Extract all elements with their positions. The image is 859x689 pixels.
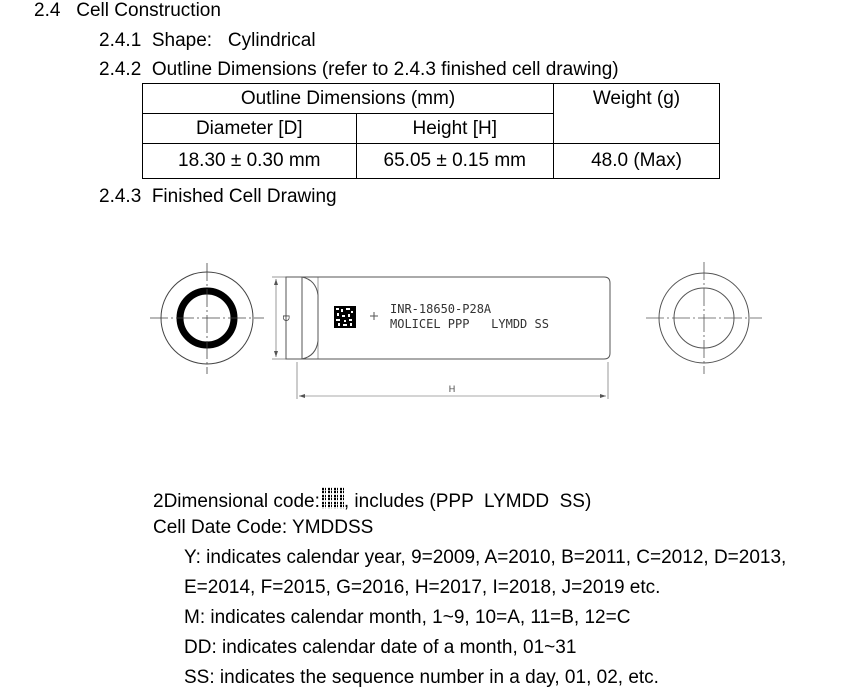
dimension-d-label: D [281, 314, 291, 322]
height-value: 65.05 ± 0.15 mm [356, 144, 553, 179]
outline-dimensions-header: Outline Dimensions (mm) [143, 84, 554, 114]
drawing-title: Finished Cell Drawing [151, 186, 337, 207]
weight-value: 48.0 (Max) [554, 144, 720, 179]
code-note-prefix: 2Dimensional code: [153, 491, 320, 512]
dimensions-table [142, 83, 720, 179]
sequence-code-line: SS: indicates the sequence number in a day, 01, 02, etc. [184, 667, 659, 688]
dimension-h-label: H [448, 384, 456, 394]
datamatrix-inline-icon [322, 487, 344, 509]
outline-heading [99, 59, 619, 81]
year-code-line2: E=2014, F=2015, G=2016, H=2017, I=2018, J=2019 etc. [184, 577, 661, 598]
table-header-row [143, 84, 720, 114]
diameter-value: 18.30 ± 0.30 mm [143, 144, 357, 179]
negative-end-view [150, 263, 264, 374]
shape-number: 2.4.1 [99, 30, 142, 51]
section-heading [34, 0, 221, 22]
section-number: 2.4 [34, 0, 61, 21]
weight-header: Weight (g) [554, 84, 720, 144]
shape-line [99, 30, 316, 52]
month-code-line: M: indicates calendar month, 1~9, 10=A, 11=B, 12=C [184, 607, 631, 628]
outline-number: 2.4.2 [99, 59, 142, 80]
year-code-line1: Y: indicates calendar year, 9=2009, A=2010, B=2011, C=2012, D=2013, [184, 547, 787, 568]
section-title: Cell Construction [76, 0, 221, 21]
code-note-suffix: , includes (PPP LYMDD SS) [343, 491, 592, 512]
cell-label-line1: INR-18650-P28A [390, 302, 492, 316]
positive-end-view [646, 262, 762, 374]
cell-label-line2: MOLICEL PPP LYMDD SS [390, 317, 549, 331]
drawing-number: 2.4.3 [99, 186, 142, 207]
code-note [153, 487, 591, 513]
datamatrix-code-icon [334, 306, 356, 328]
date-code-description: DD: indicates calendar date of a month, 01~31 [184, 637, 577, 658]
date-code-line: Cell Date Code: YMDDSS [153, 517, 374, 538]
diameter-header: Diameter [D] [143, 114, 357, 144]
drawing-heading [99, 186, 337, 208]
cell-drawing [0, 255, 859, 415]
table-row [143, 144, 720, 179]
cell-side-view [272, 277, 610, 399]
plus-terminal-icon [370, 312, 378, 320]
shape-label: Shape: [151, 30, 213, 51]
height-header: Height [H] [356, 114, 553, 144]
outline-title: Outline Dimensions (refer to 2.4.3 finished cell drawing) [151, 59, 619, 80]
shape-value: Cylindrical [227, 30, 316, 51]
